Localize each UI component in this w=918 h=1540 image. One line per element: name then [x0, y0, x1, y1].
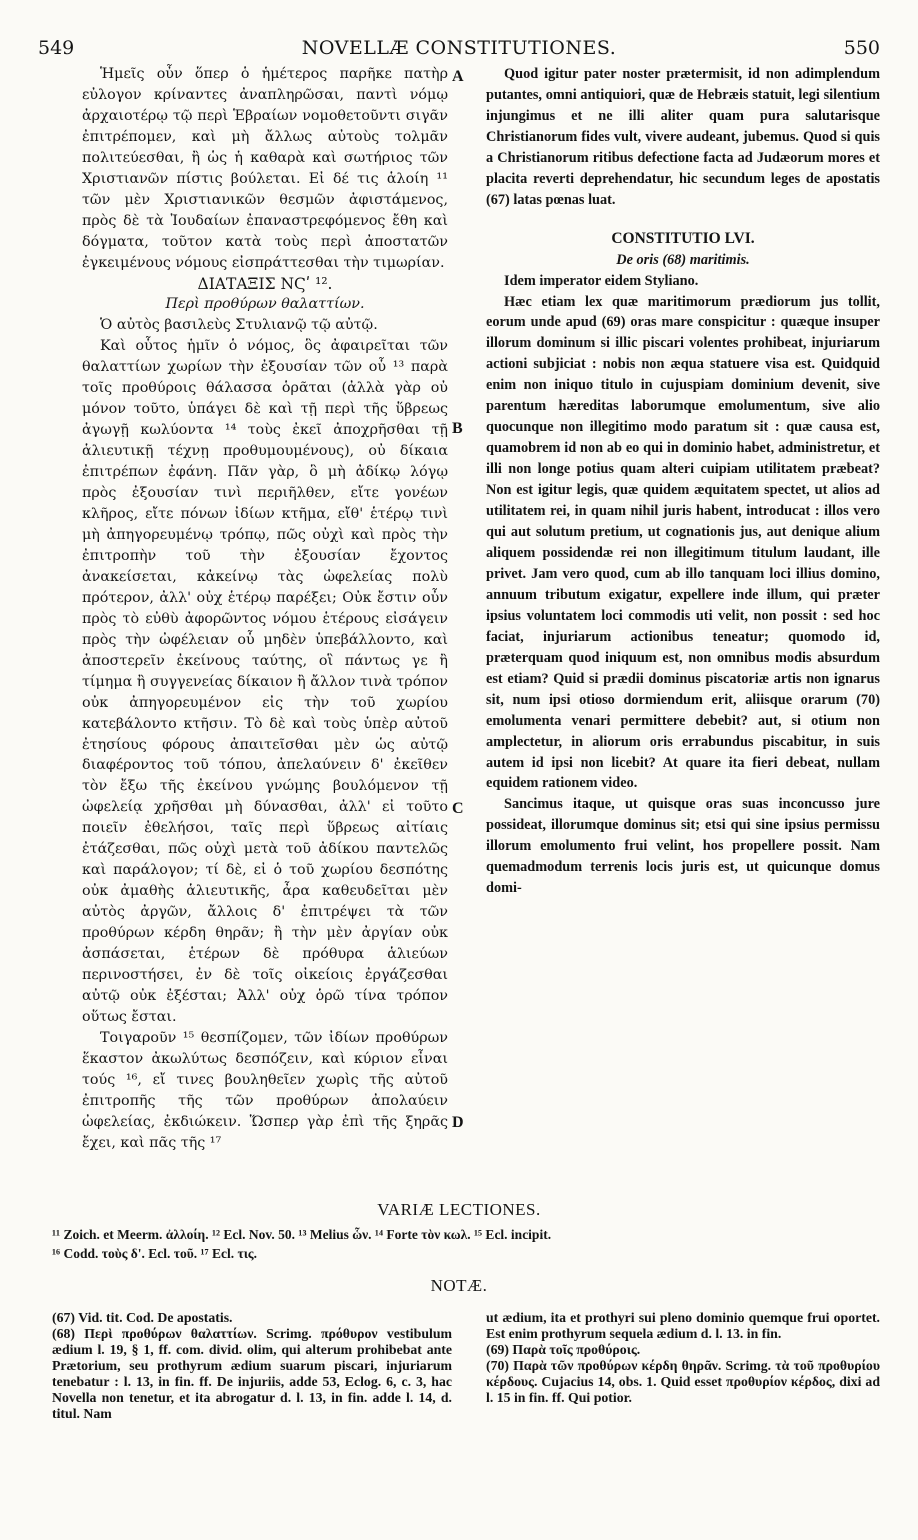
note-69: (69) Παρὰ τοῖς προθύροις. — [486, 1342, 641, 1357]
latin-constitution-heading: CONSTITUTIO LVI. — [611, 229, 755, 247]
page-number-left: 549 — [38, 37, 75, 59]
notes-right-column — [486, 1310, 880, 1406]
variant-reading-line-1: ¹¹ Zoich. et Meerm. ἀλλοίη. ¹² Ecl. Nov. 50. ¹³ Melius ὧν. ¹⁴ Forte τὸν κωλ. ¹⁵ Ecl. incipit. — [52, 1227, 552, 1242]
notae-heading: NOTÆ. — [430, 1276, 488, 1295]
greek-paragraph-3: Τοιγαροῦν ¹⁵ θεσπίζομεν, τῶν ἰδίων προθύρων ἕκαστον ἀκωλύτως δεσπόζειν, καὶ κύριον εἶναι τούς ¹⁶, εἴ τινες βουληθεῖεν χωρὶς τῆς αὐτοῦ ἐπιτροπῆς τῆς τῶν προθύρων ἀπολαύειν ὠφελείας, ἐκδιώκειν. Ὥσπερ γὰρ ἐπὶ τῆς ξηρᾶς ἔχει, καὶ πᾶς τῆς ¹⁷ — [82, 1029, 448, 1151]
margin-letter-b: B — [452, 420, 463, 437]
note-67: (67) Vid. tit. Cod. De apostatis. — [52, 1310, 233, 1325]
margin-letter-d: D — [452, 1114, 464, 1131]
notes-left-column — [52, 1310, 452, 1422]
greek-constitution-heading: ΔΙΑΤΑΞΙΣ ΝϚʹ ¹². — [197, 274, 333, 293]
greek-constitution-subtitle: Περὶ προθύρων θαλαττίων. — [165, 296, 365, 313]
latin-constitution-subtitle: De oris (68) maritimis. — [616, 251, 750, 268]
margin-letter-a: A — [452, 68, 464, 85]
latin-paragraph-3: Sancimus itaque, ut quisque oras suas inconcusso jure possideat, illorumque dominus sit; etsi qui sine ipsius permissu illorum emolumento frui velint, hos propellere possit. Nam quemadmodum terrenis locis juris est, ut quicunque domus domi- — [486, 796, 880, 897]
latin-column — [486, 64, 880, 899]
variae-lectiones-heading: VARIÆ LECTIONES. — [377, 1200, 541, 1219]
greek-address: Ὁ αὐτὸς βασιλεὺς Στυλιανῷ τῷ αὐτῷ. — [100, 317, 378, 334]
latin-address: Idem imperator eidem Styliano. — [504, 272, 699, 289]
greek-paragraph-2: Καὶ οὗτος ἡμῖν ὁ νόμος, ὃς ἀφαιρεῖται τῶν θαλαττίων χωρίων τὴν ἐξουσίαν τῶν οὗ ¹³ παρὰ τοῖς προθύροις θάλασσα ὁρᾶται (ἀλλὰ γὰρ οὐ μόνον τοῦτο, ὑπάγει δὲ καὶ τῇ περὶ τῆς ὕβρεως ἀγωγῇ κωλύοντα ¹⁴ τοὺς ἐκεῖ ἀποχρῆσθαι τῇ ἁλιευτικῇ τέχνῃ προθυμουμένους), οὐ δίκαια ἐπιτρέπων ἐφάνη. Πᾶν γὰρ, ὃ μὴ ἀδίκῳ λόγῳ πρὸς ἐξουσίαν τινὶ περιῆλθεν, εἴτε γονέων κλῆρος, εἴτε πόνων ἰδίων κτῆμα, εἴθ' ἑτέρῳ τινὶ μὴ ἀπηγορευμένῳ τρόπῳ, πῶς οὐχὶ καὶ πρὸς τὴν ἐπιτροπὴν τοῦ τὴν ἐξουσίαν ἔχοντος ἀνακείσεται, κἀκείνῳ τὰς ὠφελείας πολὺ πρότερον, ἀλλ' οὐχ ἑτέρῳ παρέξει; Οὐκ ἔστιν οὖν πρὸς τὸ εὐθὺ ἀφορῶντος νόμου ἑτέρους εἰσάγειν πρὸς τὴν ὠφέλειαν οὗ μηδὲν ὑπεβάλλοντο, καὶ ἀποστερεῖν ἐκείνους ταύτης, οἳ πάντως γε ἢ τίμημα ἢ συγγενείας δίκαιον ἢ ἄλλον τινὰ τρόπον οὐκ ἀπηγορευμένον εἰς τὴν τοῦ χωρίου κατεβάλοντο κτῆσιν. Τὸ δὲ καὶ τοὺς ὑπὲρ αὐτοῦ ἐτησίους φόρους ἀπαιτεῖσθαι μὲν ὡς αὐτῷ διαφέροντος τοῦ τόπου, ἀπελαύνειν δ' ἐκεῖθεν τὸν ἔξω τῆς ἐκείνου γνώμης βουλόμενον τῇ ὠφελείᾳ χρῆσθαι μὴ δύνασθαι, ἀλλ' εἰ τοῦτο ποιεῖν ἐθελήσοι, ταῖς περὶ ὕβρεως αἰτίαις ἐτάζεσθαι, πῶς οὐχὶ μετὰ τοῦ ἀδίκου παντελῶς καὶ παράλογον; τί δὲ, εἰ ὁ τοῦ χωρίου δεσπότης οὐκ ἀμαθὴς ἁλιευτικῆς, ἆρα καθευδεῖται μὲν αὐτὸς ἀργῶν, ἄλλοις δ' ἐπιτρέψει τὰ τῶν προθύρων κέρδη θηρᾶν; ἢ τὴν μὲν ἀργίαν οὐκ ἀσπάσεται, ἑτέρων δὲ πρόθυρα ἁλιεύων περινοστήσει, ἐν δὲ τοῖς οἰκείοις ἐργάζεσθαι αὐτῷ οὐκ ἐξέσται; Ἀλλ' οὐχ ὁρῶ τίνα τρόπον οὕτως ἔσται. — [82, 338, 448, 1025]
note-68: (68) Περὶ προθύρων θαλαττίων. Scrimg. πρόθυρον vestibulum ædium l. 19, § 1, ff. com. divid. olim, qui alterum prohibebat ante Prætorium, seu prothyrum ædium suarum piscari, injuriarum tenebatur : l. 13, in fin. ff. De injuriis, adde 53, Eclog. 6, c. 3, hac Novella non tenetur, et ita abrogatur d. l. 13, in fin. adde l. 14, d. titul. Nam — [52, 1326, 452, 1421]
latin-paragraph-2: Hæc etiam lex quæ maritimorum prædiorum jus tollit, eorum unde apud (69) oras mare conspicitur : quæque insuper illorum dominum si illic piscari volentes prohibeat, injuriarum actioni subjiciat : nobis non æqua statuere visa est. Quidquid enim non iniquo titulo in cujuspiam dominium devenit, sive parentum hæreditas laborumque emolumentum, sive alio quocunque non illegitimo modo paratum sit : quæ causa est, quamobrem id non ab eo qui in dominio habet, administretur, et illi non longe potius quam alteri cuipiam utilitatem præbeat? Non est igitur legis, quæ quidem æquitatem spectet, ut alios ad utilitatem rei, in quam nihil juris habent, introducat : illos vero qui aut solutum pretium, ut cognationis jus, aut denique alium aliquem possidendæ rei non illegitimum titulum laudant, ille privet. Jam vero quod, cum ab illo tanquam loci illius domino, annuum tributum exigatur, expellere inde illum, qui præter ipsius voluntatem loci commodis uti velit, non possit : sed hoc faciat, injuriarum actionibus teneatur; quomodo id, præterquam quod iniquum est, non omnibus modis absurdum est etiam? Quid si prædii dominus piscatoriæ artis non ignarus sit, num ipsi otioso dormiendum erit, aliisque orarum (70) emolumenta venari permittere debebit? aut, si otium non amplectetur, in aliorum oris errabundus piscabitur, in suis autem id ipsi non licebit? At quare ita fieri debeat, nullam equidem rationem video. — [486, 293, 880, 792]
note-70: (70) Παρὰ τῶν προθύρων κέρδη θηρᾶν. Scrimg. τὰ τοῦ προθυρίου κέρδους. Cujacius 14, obs. 1. Quid esset προθυρίον κέρδος, dixi ad l. 15 in fin. ff. Qui potior. — [486, 1358, 880, 1405]
note-68-continued: ut ædium, ita et prothyri sui pleno dominio quemque frui oportet. Est enim prothyrum sequela ædium d. l. 13. in fin. — [486, 1310, 880, 1341]
page-number-right: 550 — [843, 37, 880, 59]
latin-paragraph-1: Quod igitur pater noster prætermisit, id non adimplendum putantes, omni antiquiori, quæ de Hebræis statuit, legi silentium injungimus et ne illi aliter quam pura salutarisque Christianorum fides vult, vivere audeant, jubemus. Quod si quis a Christianorum ritibus defectione facta ad Judæorum mores et placita reverti deprehendatur, hic secundum leges de apostatis (67) latas pœnas luat. — [486, 66, 880, 208]
page-header — [38, 36, 880, 60]
greek-column — [82, 64, 448, 1154]
greek-paragraph-1: Ἡμεῖς οὖν ὅπερ ὁ ἡμέτερος παρῆκε πατὴρ εὐλογον κρίναντες ἀναπληρῶσαι, παντὶ νόμῳ ἀρχαιοτέρῳ τῷ περὶ Ἑβραίων νομοθετοῦντι σιγᾶν ἐπιτρέπομεν, καὶ μὴ ἄλλως αὐτοὺς τολμᾶν πολιτεύεσθαι, ἢ ὡς ἡ καθαρὰ καὶ σωτήριος τῶν Χριστιανῶν πίστις βούλεται. Εἰ δέ τις ἁλοίη ¹¹ τῶν μὲν Χριστιανικῶν θεσμῶν ἀφιστάμενος, πρὸς δὲ τὰ Ἰουδαίων ἐπαναστρεφόμενος ἔθη καὶ δόγματα, τοῦτον κατὰ τοὺς περὶ ἀποστατῶν ἐγκειμένους νόμους εἰσπράττεσθαι τὴν τιμωρίαν. — [82, 66, 448, 271]
variant-reading-line-2: ¹⁶ Codd. τοὺς δ'. Ecl. τοῦ. ¹⁷ Ecl. τις. — [52, 1246, 257, 1261]
running-title: NOVELLÆ CONSTITUTIONES. — [301, 37, 617, 59]
margin-letter-c: C — [452, 800, 464, 817]
